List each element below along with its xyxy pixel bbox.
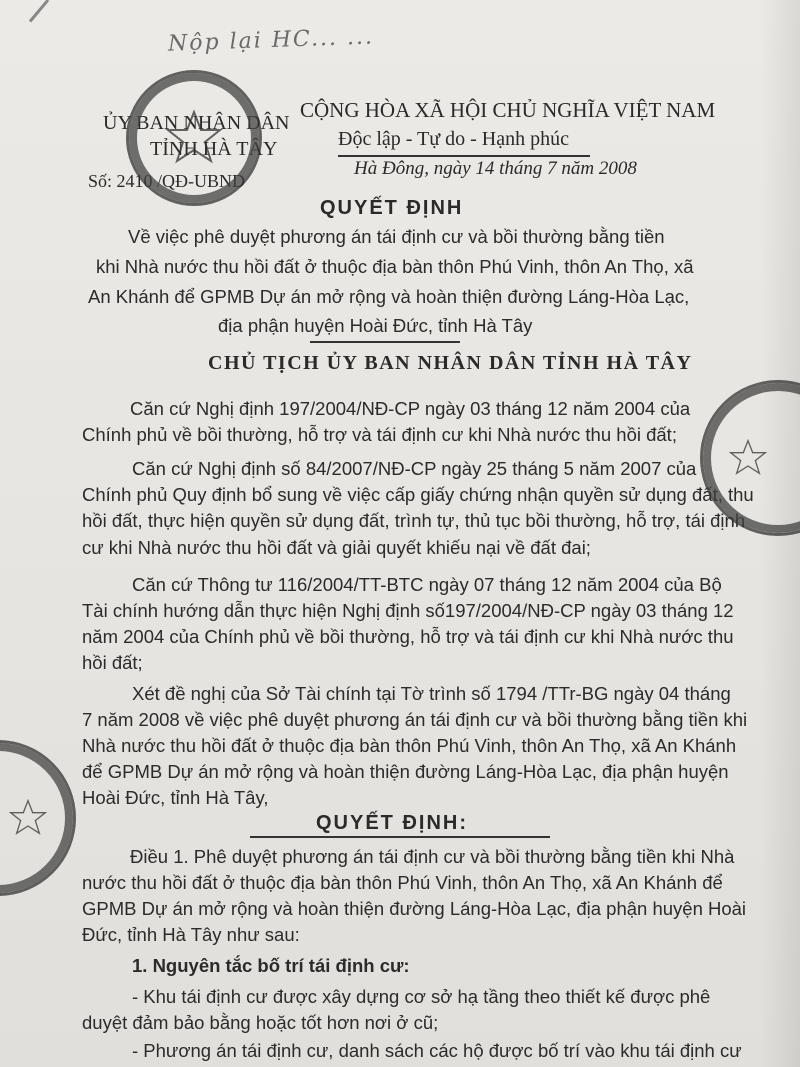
body-line: cư khi Nhà nước thu hồi đất và giải quyết khiếu nại về đất đai; xyxy=(82,537,591,558)
body-line: Xét đề nghị của Sở Tài chính tại Tờ trình số 1794 /TTr-BG ngày 04 tháng xyxy=(132,683,731,704)
subject-line: khi Nhà nước thu hồi đất ở thuộc địa bàn thôn Phú Vinh, thôn An Thọ, xã xyxy=(96,256,694,277)
body-line: Tài chính hướng dẫn thực hiện Nghị định số197/2004/NĐ-CP ngày 03 tháng 12 xyxy=(82,600,734,621)
body-line: Nhà nước thu hồi đất ở thuộc địa bàn thôn Phú Vinh, thôn An Thọ, xã An Khánh xyxy=(82,735,737,756)
decides-underline xyxy=(250,836,550,838)
page-shadow xyxy=(760,0,800,1067)
pen-mark xyxy=(29,0,49,22)
body-line: Hoài Đức, tỉnh Hà Tây, xyxy=(82,787,269,808)
body-line: Căn cứ Thông tư 116/2004/TT-BTC ngày 07 tháng 12 năm 2004 của Bộ xyxy=(132,574,722,595)
handwritten-note: Nộp lại HC... ... xyxy=(167,24,375,57)
motto: Độc lập - Tự do - Hạnh phúc xyxy=(338,128,569,150)
subject-line: Về việc phê duyệt phương án tái định cư và bồi thường bằng tiền xyxy=(128,226,665,247)
article-line: duyệt đảm bảo bằng hoặc tốt hơn nơi ở cũ; xyxy=(82,1012,439,1033)
article-line: Điều 1. Phê duyệt phương án tái định cư và bồi thường bằng tiền khi Nhà xyxy=(130,846,735,867)
decision-title: QUYẾT ĐỊNH xyxy=(320,197,464,219)
body-line: 7 năm 2008 về việc phê duyệt phương án tái định cư và bồi thường bằng tiền khi xyxy=(82,709,748,730)
article-line: nước thu hồi đất ở thuộc địa bàn thôn Phú Vinh, thôn An Thọ, xã An Khánh để xyxy=(82,872,723,893)
body-line: Chính phủ về bồi thường, hỗ trợ và tái định cư khi Nhà nước thu hồi đất; xyxy=(82,424,677,445)
body-line: hồi đất, thực hiện quyền sử dụng đất, trình tự, thủ tục bồi thường, hỗ trợ, tái định xyxy=(82,510,746,531)
body-line: hồi đất; xyxy=(82,652,143,673)
subject-line: địa phận huyện Hoài Đức, tỉnh Hà Tây xyxy=(218,315,533,336)
official-seal-left-edge xyxy=(0,740,76,896)
nation-title: CỘNG HÒA XÃ HỘI CHỦ NGHĨA VIỆT NAM xyxy=(300,98,716,122)
subject-line: An Khánh để GPMB Dự án mở rộng và hoàn thiện đường Láng-Hòa Lạc, xyxy=(88,286,690,307)
star-icon xyxy=(164,108,224,168)
authority-title: CHỦ TỊCH ỦY BAN NHÂN DÂN TỈNH HÀ TÂY xyxy=(208,352,693,374)
article-line: - Phương án tái định cư, danh sách các hộ được bố trí vào khu tái định cư xyxy=(132,1040,742,1061)
article-line: GPMB Dự án mở rộng và hoàn thiện đường Láng-Hòa Lạc, địa phận huyện Hoài xyxy=(82,898,747,919)
section-heading: 1. Nguyên tắc bố trí tái định cư: xyxy=(132,955,410,976)
body-line: để GPMB Dự án mở rộng và hoàn thiện đường Láng-Hòa Lạc, địa phận huyện xyxy=(82,761,729,782)
body-line: Chính phủ Quy định bổ sung về việc cấp giấy chứng nhận quyền sử dụng đất, thu xyxy=(82,484,754,505)
place-date: Hà Đông, ngày 14 tháng 7 năm 2008 xyxy=(354,158,637,179)
star-icon xyxy=(8,798,48,838)
decides-title: QUYẾT ĐỊNH: xyxy=(316,812,468,834)
body-line: Căn cứ Nghị định số 84/2007/NĐ-CP ngày 25 tháng 5 năm 2007 của xyxy=(132,458,697,479)
official-seal-left xyxy=(126,70,262,206)
article-line: - Khu tái định cư được xây dựng cơ sở hạ tầng theo thiết kế được phê xyxy=(132,986,711,1007)
motto-underline xyxy=(338,155,590,157)
body-line: năm 2004 của Chính phủ về bồi thường, hỗ trợ và tái định cư khi Nhà nước thu xyxy=(82,626,734,647)
org-name: ỦY BAN NHÂN DÂN xyxy=(103,112,290,134)
subject-underline xyxy=(310,341,460,343)
org-province: TỈNH HÀ TÂY xyxy=(150,138,278,160)
decision-number: Số: 2410 /QĐ-UBND xyxy=(88,171,246,191)
article-line: Đức, tỉnh Hà Tây như sau: xyxy=(82,924,300,945)
body-line: Căn cứ Nghị định 197/2004/NĐ-CP ngày 03 tháng 12 năm 2004 của xyxy=(130,398,691,419)
